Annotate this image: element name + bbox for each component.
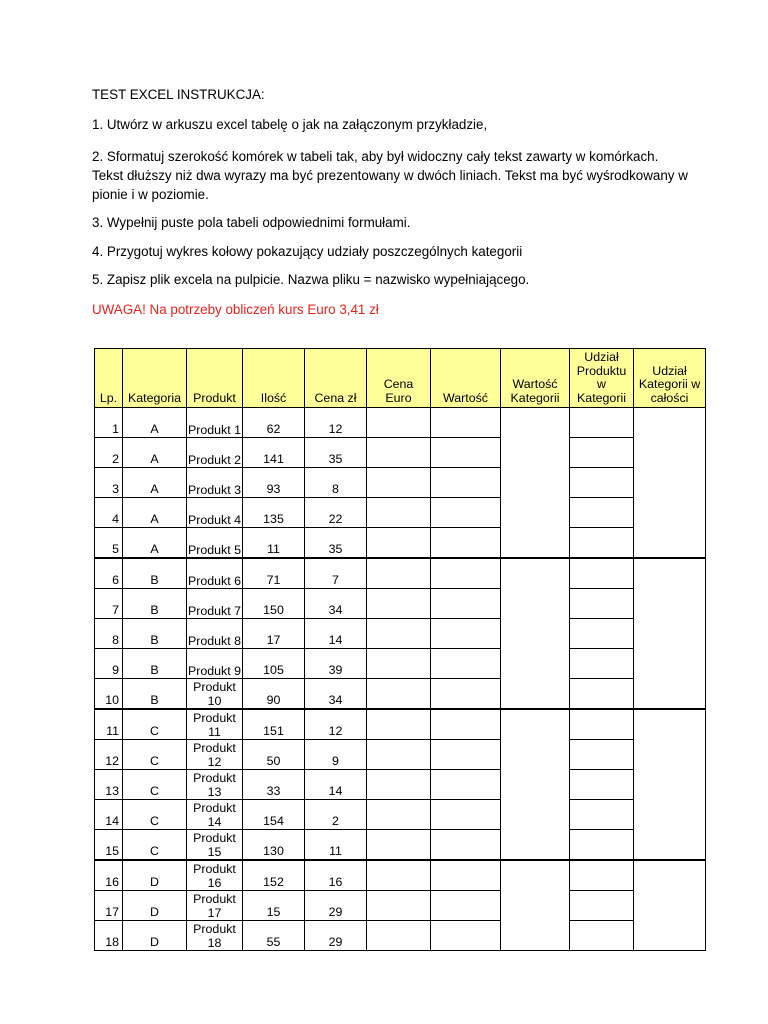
cell-kategoria: B <box>123 679 187 710</box>
cell-lp: 10 <box>95 679 123 710</box>
cell-cena-euro[interactable] <box>367 589 431 619</box>
table-row <box>95 740 706 770</box>
cell-ilosc: 105 <box>243 649 305 679</box>
cell-udzial-produktu[interactable] <box>570 800 634 830</box>
cell-kategoria: D <box>123 921 187 951</box>
table-body <box>95 408 706 951</box>
cell-lp: 4 <box>95 498 123 528</box>
table-header-row <box>95 349 706 408</box>
cell-cena-euro[interactable] <box>367 528 431 559</box>
cell-produkt: Produkt 14 <box>187 800 243 830</box>
cell-lp: 7 <box>95 589 123 619</box>
cell-cena-euro[interactable] <box>367 830 431 861</box>
cell-cena-zl: 14 <box>305 619 367 649</box>
cell-cena-euro[interactable] <box>367 558 431 589</box>
cell-produkt: Produkt 1 <box>187 408 243 438</box>
cell-cena-euro[interactable] <box>367 921 431 951</box>
cell-wartosc[interactable] <box>431 468 501 498</box>
header-cena-euro <box>367 349 431 408</box>
cell-produkt: Produkt 12 <box>187 740 243 770</box>
cell-udzial-produktu[interactable] <box>570 770 634 800</box>
cell-wartosc[interactable] <box>431 740 501 770</box>
instruction-step-5: 5. Zapisz plik excela na pulpicie. Nazwa pliku = nazwisko wypełniającego. <box>92 272 530 287</box>
cell-lp: 11 <box>95 709 123 740</box>
cell-lp: 5 <box>95 528 123 559</box>
cell-kategoria: B <box>123 619 187 649</box>
cell-wartosc-kategorii[interactable] <box>501 558 570 709</box>
header-wartosc: Wartość <box>431 349 501 408</box>
cell-ilosc: 15 <box>243 891 305 921</box>
cell-kategoria: D <box>123 860 187 891</box>
cell-lp: 18 <box>95 921 123 951</box>
header-kategoria: Kategoria <box>123 349 187 408</box>
cell-udzial-produktu[interactable] <box>570 528 634 559</box>
cell-ilosc: 152 <box>243 860 305 891</box>
cell-kategoria: A <box>123 528 187 559</box>
table-row <box>95 679 706 710</box>
cell-wartosc[interactable] <box>431 921 501 951</box>
cell-produkt: Produkt 15 <box>187 830 243 861</box>
header-wartosc-kategorii <box>501 349 570 408</box>
cell-ilosc: 141 <box>243 438 305 468</box>
cell-kategoria: D <box>123 891 187 921</box>
cell-udzial-produktu[interactable] <box>570 830 634 861</box>
table-row <box>95 558 706 589</box>
cell-wartosc[interactable] <box>431 438 501 468</box>
cell-cena-zl: 35 <box>305 438 367 468</box>
cell-cena-zl: 8 <box>305 468 367 498</box>
cell-produkt: Produkt 3 <box>187 468 243 498</box>
cell-kategoria: C <box>123 740 187 770</box>
header-udzial-kategorii <box>634 349 706 408</box>
cell-udzial-produktu[interactable] <box>570 589 634 619</box>
cell-cena-euro[interactable] <box>367 709 431 740</box>
cell-cena-zl: 29 <box>305 891 367 921</box>
cell-produkt: Produkt 9 <box>187 649 243 679</box>
table-row <box>95 830 706 861</box>
cell-produkt: Produkt 4 <box>187 498 243 528</box>
header-ilosc: Ilość <box>243 349 305 408</box>
cell-cena-zl: 14 <box>305 770 367 800</box>
table-row <box>95 589 706 619</box>
header-wartosc-kategorii-text: Wartość Kategorii <box>510 377 560 405</box>
cell-udzial-produktu[interactable] <box>570 498 634 528</box>
table-row <box>95 498 706 528</box>
cell-ilosc: 50 <box>243 740 305 770</box>
cell-ilosc: 11 <box>243 528 305 559</box>
cell-kategoria: C <box>123 770 187 800</box>
cell-produkt: Produkt 5 <box>187 528 243 559</box>
cell-cena-zl: 12 <box>305 408 367 438</box>
cell-kategoria: B <box>123 649 187 679</box>
instruction-step-2: 2. Sformatuj szerokość komórek w tabeli tak, aby był widoczny cały tekst zawarty w komórkach. Tekst dłuższy niż dwa wyrazy ma być prezentowany w dwóch liniach. Tekst ma być wyśrodkowany w pionie i w poziomie. <box>92 149 688 202</box>
instruction-step-4: 4. Przygotuj wykres kołowy pokazujący udziały poszczególnych kategorii <box>92 244 523 259</box>
cell-wartosc[interactable] <box>431 619 501 649</box>
cell-cena-euro[interactable] <box>367 770 431 800</box>
cell-cena-euro[interactable] <box>367 800 431 830</box>
cell-udzial-produktu[interactable] <box>570 438 634 468</box>
header-produkt: Produkt <box>187 349 243 408</box>
cell-ilosc: 135 <box>243 498 305 528</box>
cell-wartosc[interactable] <box>431 649 501 679</box>
cell-ilosc: 71 <box>243 558 305 589</box>
cell-wartosc[interactable] <box>431 408 501 438</box>
cell-lp: 2 <box>95 438 123 468</box>
cell-cena-euro[interactable] <box>367 408 431 438</box>
warning-note: UWAGA! Na potrzeby obliczeń kurs Euro 3,41 zł <box>92 302 379 317</box>
table-row <box>95 921 706 951</box>
cell-kategoria: B <box>123 589 187 619</box>
cell-udzial-produktu[interactable] <box>570 649 634 679</box>
cell-cena-euro[interactable] <box>367 860 431 891</box>
cell-udzial-produktu[interactable] <box>570 921 634 951</box>
cell-kategoria: A <box>123 408 187 438</box>
header-lp: Lp. <box>95 349 123 408</box>
cell-kategoria: C <box>123 709 187 740</box>
table-row <box>95 649 706 679</box>
cell-udzial-kategorii[interactable] <box>634 558 706 709</box>
cell-cena-zl: 22 <box>305 498 367 528</box>
cell-produkt: Produkt 13 <box>187 770 243 800</box>
cell-ilosc: 154 <box>243 800 305 830</box>
cell-lp: 1 <box>95 408 123 438</box>
cell-wartosc-kategorii[interactable] <box>501 408 570 559</box>
cell-produkt: Produkt 11 <box>187 709 243 740</box>
cell-lp: 12 <box>95 740 123 770</box>
cell-udzial-produktu[interactable] <box>570 860 634 891</box>
table-row <box>95 800 706 830</box>
cell-udzial-produktu[interactable] <box>570 619 634 649</box>
cell-ilosc: 150 <box>243 589 305 619</box>
cell-wartosc[interactable] <box>431 800 501 830</box>
cell-udzial-produktu[interactable] <box>570 891 634 921</box>
cell-ilosc: 62 <box>243 408 305 438</box>
cell-lp: 14 <box>95 800 123 830</box>
cell-cena-zl: 12 <box>305 709 367 740</box>
table-row <box>95 438 706 468</box>
cell-wartosc[interactable] <box>431 830 501 861</box>
table-row <box>95 891 706 921</box>
cell-produkt: Produkt 17 <box>187 891 243 921</box>
cell-ilosc: 90 <box>243 679 305 710</box>
cell-udzial-kategorii[interactable] <box>634 408 706 559</box>
cell-cena-zl: 16 <box>305 860 367 891</box>
cell-wartosc[interactable] <box>431 891 501 921</box>
cell-ilosc: 151 <box>243 709 305 740</box>
header-udzial-kategorii-text: Udział Kategorii w całości <box>638 363 701 405</box>
cell-ilosc: 55 <box>243 921 305 951</box>
cell-wartosc[interactable] <box>431 679 501 710</box>
cell-cena-euro[interactable] <box>367 649 431 679</box>
cell-lp: 8 <box>95 619 123 649</box>
cell-wartosc-kategorii[interactable] <box>501 860 570 951</box>
instruction-step-1: 1. Utwórz w arkuszu excel tabelę o jak na załączonym przykładzie, <box>92 117 488 132</box>
cell-udzial-produktu[interactable] <box>570 709 634 740</box>
cell-produkt: Produkt 8 <box>187 619 243 649</box>
cell-produkt: Produkt 7 <box>187 589 243 619</box>
cell-kategoria: C <box>123 830 187 861</box>
cell-ilosc: 17 <box>243 619 305 649</box>
cell-cena-euro[interactable] <box>367 468 431 498</box>
table-row <box>95 770 706 800</box>
cell-kategoria: C <box>123 800 187 830</box>
table-row <box>95 468 706 498</box>
cell-cena-zl: 29 <box>305 921 367 951</box>
cell-cena-zl: 39 <box>305 649 367 679</box>
cell-cena-zl: 9 <box>305 740 367 770</box>
table-row <box>95 619 706 649</box>
cell-lp: 17 <box>95 891 123 921</box>
cell-cena-zl: 34 <box>305 679 367 710</box>
cell-cena-zl: 2 <box>305 800 367 830</box>
cell-lp: 15 <box>95 830 123 861</box>
cell-wartosc[interactable] <box>431 558 501 589</box>
cell-lp: 13 <box>95 770 123 800</box>
cell-cena-euro[interactable] <box>367 891 431 921</box>
cell-udzial-kategorii[interactable] <box>634 709 706 860</box>
cell-produkt: Produkt 2 <box>187 438 243 468</box>
cell-wartosc[interactable] <box>431 589 501 619</box>
cell-wartosc[interactable] <box>431 709 501 740</box>
cell-ilosc: 130 <box>243 830 305 861</box>
table-row <box>95 709 706 740</box>
cell-kategoria: A <box>123 438 187 468</box>
cell-produkt: Produkt 18 <box>187 921 243 951</box>
cell-cena-zl: 11 <box>305 830 367 861</box>
cell-udzial-produktu[interactable] <box>570 740 634 770</box>
cell-kategoria: A <box>123 468 187 498</box>
cell-cena-zl: 35 <box>305 528 367 559</box>
instruction-step-3: 3. Wypełnij puste pola tabeli odpowiednimi formułami. <box>92 215 411 230</box>
cell-udzial-produktu[interactable] <box>570 468 634 498</box>
cell-wartosc[interactable] <box>431 528 501 559</box>
header-cena-euro-text: Cena Euro <box>383 377 414 405</box>
cell-cena-zl: 7 <box>305 558 367 589</box>
cell-produkt: Produkt 10 <box>187 679 243 710</box>
cell-lp: 9 <box>95 649 123 679</box>
cell-udzial-kategorii[interactable] <box>634 860 706 951</box>
products-table <box>94 348 706 951</box>
header-cena-zl: Cena zł <box>305 349 367 408</box>
cell-produkt: Produkt 16 <box>187 860 243 891</box>
cell-cena-euro[interactable] <box>367 619 431 649</box>
cell-ilosc: 93 <box>243 468 305 498</box>
table-row <box>95 860 706 891</box>
cell-lp: 16 <box>95 860 123 891</box>
cell-cena-euro[interactable] <box>367 498 431 528</box>
cell-lp: 6 <box>95 558 123 589</box>
cell-udzial-produktu[interactable] <box>570 408 634 438</box>
table-row <box>95 408 706 438</box>
cell-wartosc-kategorii[interactable] <box>501 709 570 860</box>
cell-udzial-produktu[interactable] <box>570 679 634 710</box>
cell-ilosc: 33 <box>243 770 305 800</box>
header-udzial-produktu-text: Udział Produktu w Kategorii <box>576 350 627 405</box>
cell-lp: 3 <box>95 468 123 498</box>
cell-cena-euro[interactable] <box>367 679 431 710</box>
header-udzial-produktu <box>570 349 634 408</box>
cell-cena-zl: 34 <box>305 589 367 619</box>
cell-cena-euro[interactable] <box>367 438 431 468</box>
cell-wartosc[interactable] <box>431 498 501 528</box>
cell-kategoria: A <box>123 498 187 528</box>
cell-produkt: Produkt 6 <box>187 558 243 589</box>
instructions-title: TEST EXCEL INSTRUKCJA: <box>92 87 265 102</box>
cell-wartosc[interactable] <box>431 860 501 891</box>
cell-wartosc[interactable] <box>431 770 501 800</box>
cell-kategoria: B <box>123 558 187 589</box>
cell-cena-euro[interactable] <box>367 740 431 770</box>
table-row <box>95 528 706 559</box>
cell-udzial-produktu[interactable] <box>570 558 634 589</box>
